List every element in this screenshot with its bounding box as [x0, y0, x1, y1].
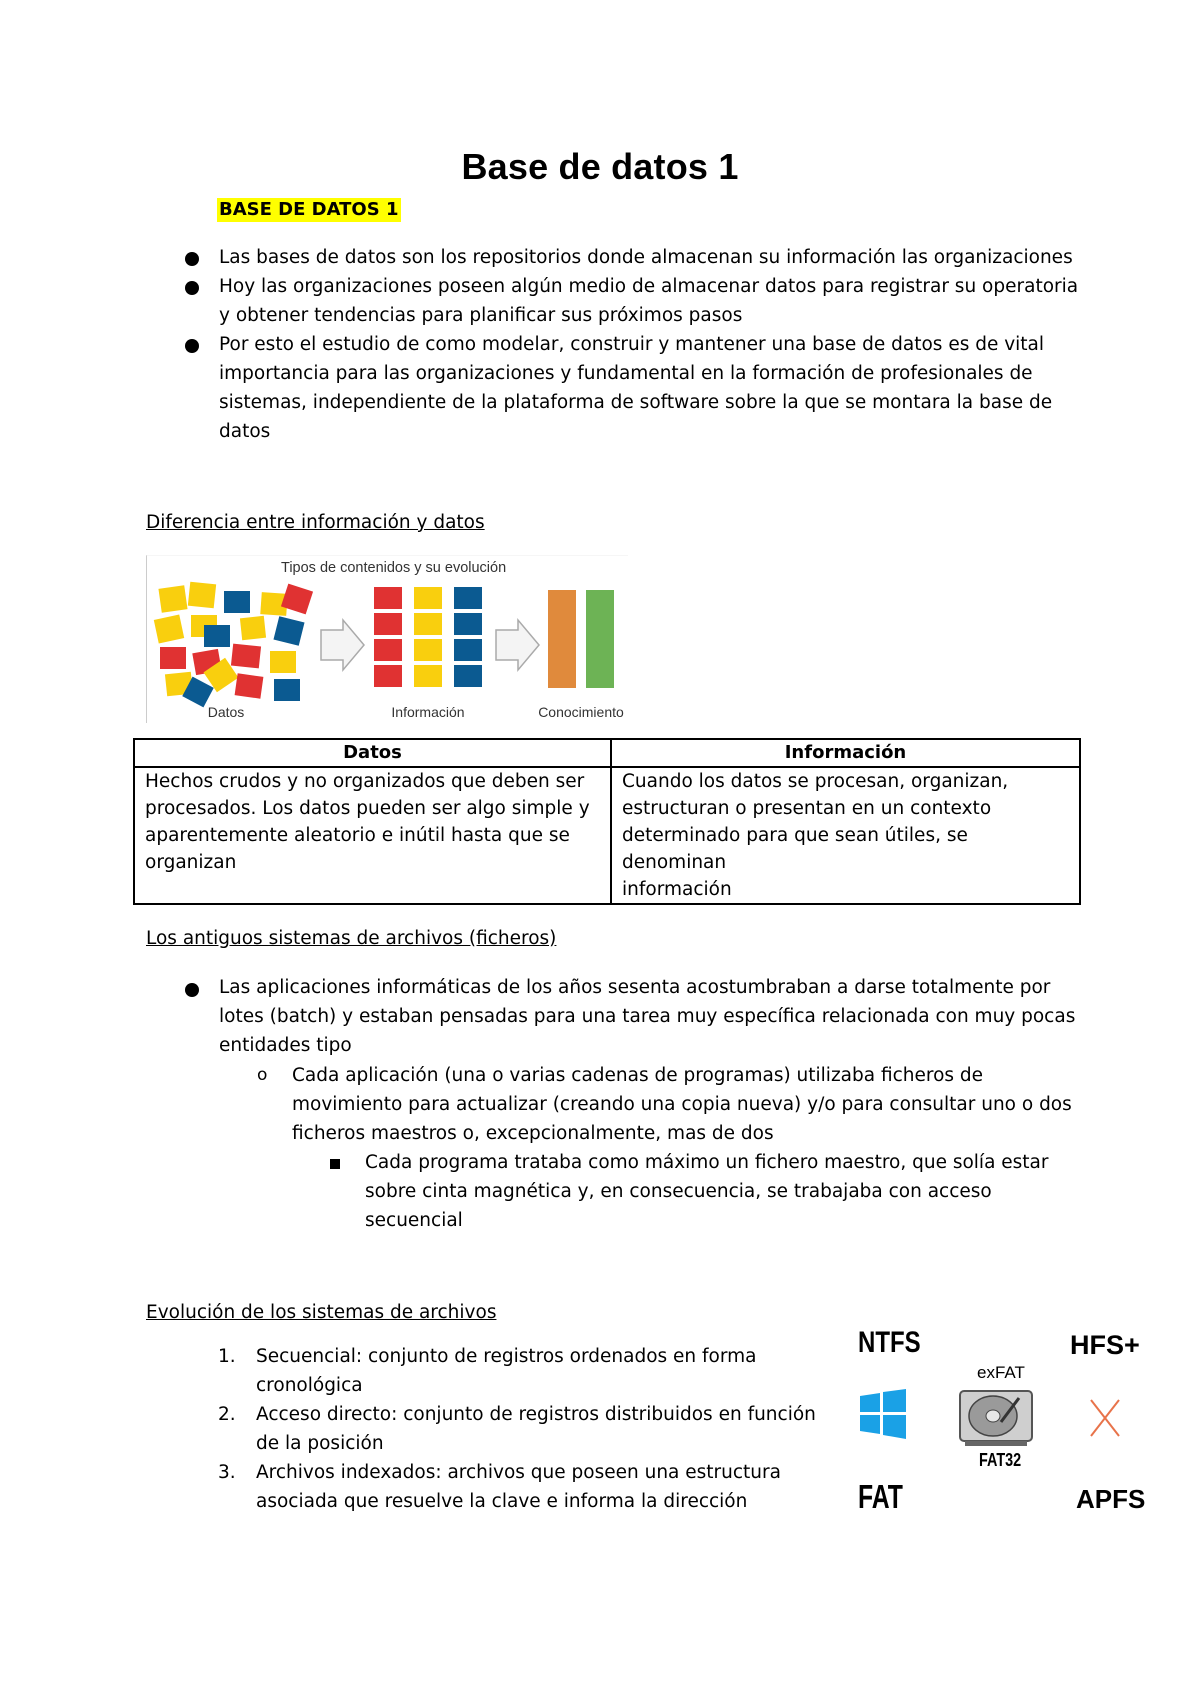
- figure-label-informacion: Información: [391, 704, 465, 720]
- subsub-bullet-line: Cada programa trataba como máximo un fichero maestro, que solía estar: [365, 1152, 1049, 1173]
- apfs-logo: APFS: [1076, 1484, 1146, 1514]
- list-item-line: Secuencial: conjunto de registros ordenados en forma: [256, 1346, 757, 1367]
- list-item-line: Acceso directo: conjunto de registros distribuidos en función: [256, 1404, 816, 1425]
- table-cell-informacion: [611, 767, 1080, 904]
- square-bullet: [330, 1159, 340, 1169]
- knowledge-bar-orange: [548, 590, 576, 688]
- list-number: 2.: [218, 1404, 236, 1425]
- subsub-bullet-line: secuencial: [365, 1210, 463, 1231]
- bullet-line: Las bases de datos son los repositorios donde almacenan su información las organizaciones: [219, 247, 1073, 268]
- bullet-line: datos: [219, 421, 271, 442]
- page-title: Base de datos 1: [461, 146, 739, 187]
- ntfs-logo: NTFS: [858, 1326, 921, 1359]
- sub-bullet-line: Cada aplicación (una o varias cadenas de programas) utilizaba ficheros de: [292, 1065, 984, 1086]
- table-header-row: [134, 739, 1080, 767]
- windows-logo-icon: [858, 1388, 908, 1440]
- list-number: 1.: [218, 1346, 236, 1367]
- table-cell-datos: [134, 767, 611, 904]
- list-item-line: asociada que resuelve la clave e informa la dirección: [256, 1491, 748, 1512]
- highlighted-heading: BASE DE DATOS 1: [219, 199, 399, 220]
- cell-line: Hechos crudos y no organizados que deben ser: [145, 771, 585, 792]
- cell-line: estructuran o presentan en un contexto: [622, 798, 992, 819]
- cell-line: aparentemente aleatorio e inútil hasta que se: [145, 825, 570, 846]
- fat32-logo: FAT32: [979, 1450, 1022, 1470]
- bullet-line: lotes (batch) y estaban pensadas para una tarea muy específica relacionada con muy pocas: [219, 1006, 1076, 1027]
- section-heading-diferencia: Diferencia entre información y datos: [146, 512, 485, 533]
- bullet-line: importancia para las organizaciones y fundamental en la formación de profesionales de: [219, 363, 1033, 384]
- subsub-bullet-line: sobre cinta magnética y, en consecuencia, se trabajaba con acceso: [365, 1181, 992, 1202]
- arrow-right-icon: [496, 620, 539, 670]
- figure-title: Tipos de contenidos y su evolución: [281, 560, 507, 576]
- list-item-line: cronológica: [256, 1375, 363, 1396]
- figure-label-conocimiento: Conocimiento: [538, 704, 624, 720]
- cell-line: organizan: [145, 852, 237, 873]
- data-squares-cluster: [154, 582, 313, 708]
- table-header-datos: Datos: [134, 739, 611, 767]
- bullet-line: Las aplicaciones informáticas de los años sesenta acostumbraban a darse totalmente por: [219, 977, 1051, 998]
- exfat-logo: exFAT: [977, 1363, 1025, 1382]
- table-header-informacion: Información: [611, 739, 1080, 767]
- bullet-line: y obtener tendencias para planificar sus próximos pasos: [219, 305, 743, 326]
- information-grid: [374, 587, 482, 687]
- bullet-dot: [185, 339, 199, 353]
- sub-bullet-marker: o: [257, 1065, 268, 1085]
- list-item-line: de la posición: [256, 1433, 384, 1454]
- content-evolution-figure: [146, 555, 628, 723]
- knowledge-bar-green: [586, 590, 614, 688]
- fat-logo: FAT: [858, 1478, 903, 1515]
- arrow-right-icon: [321, 620, 364, 670]
- bullet-dot: [185, 281, 199, 295]
- list-number: 3.: [218, 1462, 236, 1483]
- hfs-plus-logo: HFS+: [1070, 1330, 1140, 1360]
- cell-line: procesados. Los datos pueden ser algo simple y: [145, 798, 590, 819]
- bullet-dot: [185, 252, 199, 266]
- bullet-dot: [185, 983, 199, 997]
- section-heading-evolucion: Evolución de los sistemas de archivos: [146, 1302, 497, 1323]
- cell-line: Cuando los datos se procesan, organizan,: [622, 771, 1009, 792]
- figure-label-datos: Datos: [207, 704, 245, 720]
- datos-vs-informacion-table: [133, 738, 1081, 905]
- macos-x-icon: [1088, 1398, 1122, 1438]
- table-row: [134, 767, 1080, 904]
- bullet-line: Hoy las organizaciones poseen algún medio de almacenar datos para registrar su operatoria: [219, 276, 1079, 297]
- sub-bullet-line: ficheros maestros o, excepcionalmente, mas de dos: [292, 1123, 774, 1144]
- cell-line: información: [622, 879, 732, 900]
- bullet-line: Por esto el estudio de como modelar, construir y mantener una base de datos es de vital: [219, 334, 1045, 355]
- bullet-line: entidades tipo: [219, 1035, 352, 1056]
- bullet-line: sistemas, independiente de la plataforma de software sobre la que se montara la base de: [219, 392, 1053, 413]
- section-heading-antiguos: Los antiguos sistemas de archivos (ficheros): [146, 928, 557, 949]
- cell-line: determinado para que sean útiles, se denominan: [622, 825, 968, 873]
- hard-disk-icon: [957, 1388, 1035, 1448]
- list-item-line: Archivos indexados: archivos que poseen una estructura: [256, 1462, 781, 1483]
- sub-bullet-line: movimiento para actualizar (creando una copia nueva) y/o para consultar uno o dos: [292, 1094, 1072, 1115]
